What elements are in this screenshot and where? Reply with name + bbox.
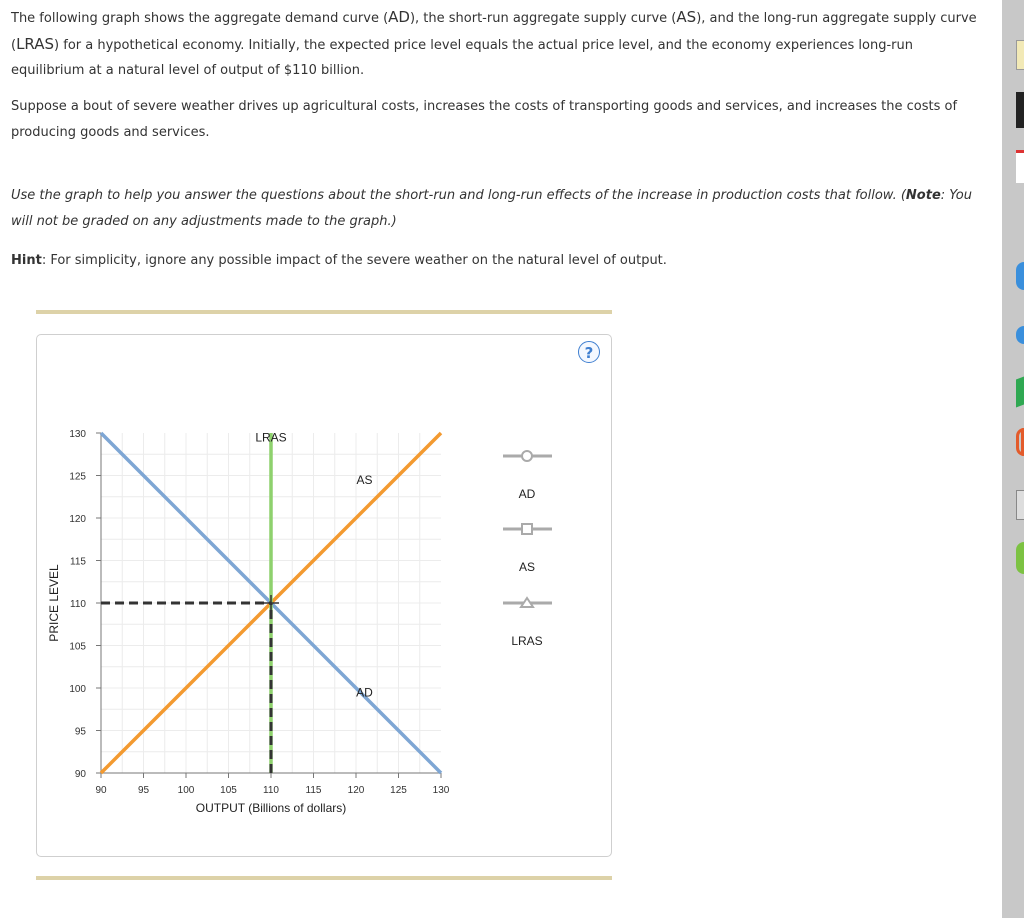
x-tick-label: 95 bbox=[137, 785, 150, 796]
square-marker-icon[interactable] bbox=[522, 524, 532, 534]
y-tick-label: 105 bbox=[69, 641, 86, 653]
side-tool-dark-icon[interactable] bbox=[1016, 92, 1024, 128]
curve-label-ad: AD bbox=[356, 685, 373, 700]
legend-label[interactable]: AD bbox=[518, 487, 536, 501]
side-tool-blue-icon[interactable] bbox=[1016, 262, 1024, 290]
side-tool-green-icon[interactable] bbox=[1016, 377, 1024, 408]
y-tick-label: 120 bbox=[69, 514, 86, 525]
x-tick-label: 105 bbox=[220, 785, 237, 796]
triangle-marker-icon[interactable] bbox=[521, 598, 533, 607]
legend-label[interactable]: AS bbox=[518, 560, 536, 574]
x-tick-label: 130 bbox=[432, 785, 450, 796]
instructions-paragraph: Use the graph to help you answer the questions about the short-run and long-run effects of the increase in production costs that follow. (Note: You will not be graded on any adjustments made to the graph.) bbox=[11, 188, 972, 229]
x-tick-label: 115 bbox=[305, 785, 322, 796]
divider-bottom bbox=[36, 876, 612, 880]
y-tick-label: 90 bbox=[74, 769, 86, 780]
side-tool-lime-icon[interactable] bbox=[1016, 542, 1024, 574]
side-tool-orange-icon[interactable] bbox=[1016, 428, 1024, 456]
y-tick-label: 95 bbox=[74, 726, 86, 738]
help-icon[interactable]: ? bbox=[578, 341, 600, 363]
intro-paragraph: The following graph shows the aggregate demand curve (AD), the short-run aggregate supply curve (AS), and the long-run aggregate supply curve (LRAS) for a hypothetical economy. Initially, the expected price level equals the actual price level, and the economy experiences long-run equilibrium at a natural level of output of $110 billion. bbox=[11, 8, 977, 78]
x-tick-label: 90 bbox=[95, 785, 107, 796]
circle-marker-icon[interactable] bbox=[522, 451, 532, 461]
y-axis-label: PRICE LEVEL bbox=[47, 564, 61, 642]
legend-tool-ad[interactable] bbox=[503, 451, 552, 501]
side-tool-doc-icon[interactable] bbox=[1016, 150, 1024, 183]
side-tool-list-icon[interactable] bbox=[1016, 490, 1024, 520]
hint-paragraph: Hint: For simplicity, ignore any possible impact of the severe weather on the natural level of output. bbox=[11, 253, 667, 268]
legend-tool-lras[interactable] bbox=[503, 598, 552, 648]
side-tool-a-icon[interactable] bbox=[1016, 40, 1024, 70]
curve-label-as: AS bbox=[356, 473, 373, 487]
curve-label-lras: LRAS bbox=[255, 430, 287, 445]
legend-label[interactable]: LRAS bbox=[511, 634, 543, 648]
y-tick-label: 130 bbox=[69, 429, 86, 440]
scenario-paragraph: Suppose a bout of severe weather drives up agricultural costs, increases the costs of transporting goods and services, and increases the costs of producing goods and services. bbox=[11, 99, 958, 140]
x-tick-label: 100 bbox=[177, 785, 195, 796]
side-tool-cloud-icon[interactable] bbox=[1016, 326, 1024, 344]
x-tick-label: 110 bbox=[263, 785, 279, 796]
y-tick-label: 115 bbox=[70, 556, 86, 568]
x-tick-label: 120 bbox=[347, 785, 365, 796]
x-axis-label: OUTPUT (Billions of dollars) bbox=[195, 801, 347, 815]
legend-tool-as[interactable] bbox=[503, 524, 552, 574]
x-tick-label: 125 bbox=[390, 785, 407, 796]
y-tick-label: 100 bbox=[69, 684, 86, 695]
y-tick-label: 125 bbox=[69, 471, 86, 483]
side-toolbar bbox=[1002, 0, 1024, 918]
y-tick-label: 110 bbox=[70, 599, 86, 610]
